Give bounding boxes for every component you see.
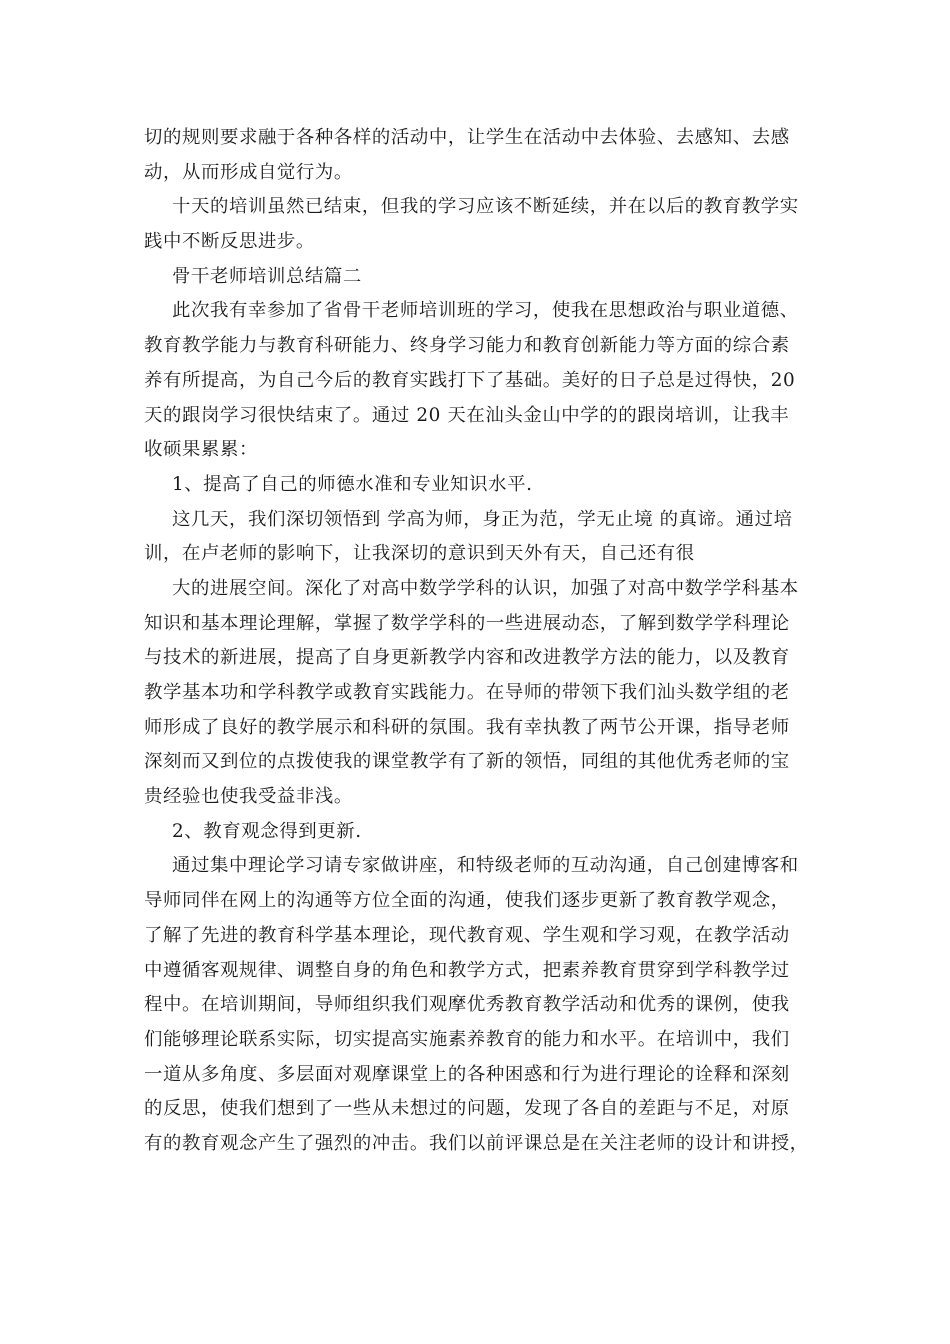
text-line: 与技术的新进展，提高了自身更新教学内容和改进教学方法的能力，以及教育	[144, 647, 790, 669]
text-line: 中遵循客观规律、调整自身的角色和教学方式，把素养教育贯穿到学科教学过	[144, 959, 790, 981]
text-line: 收硕果累累：	[144, 439, 258, 461]
text-line: 教学基本功和学科教学或教育实践能力。在导师的带领下我们汕头数学组的老	[144, 682, 790, 703]
text-line: 师形成了良好的教学展示和科研的氛围。我有幸执教了两节公开课，指导老师	[144, 716, 790, 738]
text-line: 的反思，使我们想到了一些从未想过的问题，发现了各自的差距与不足，对原	[144, 1098, 790, 1120]
text-line: 一道从多角度、多层面对观摩课堂上的各种困惑和行为进行理论的诠释和深刻	[144, 1063, 790, 1085]
text-line: 切的规则要求融于各种各样的活动中，让学生在活动中去体验、去感知、去感	[144, 127, 790, 148]
text-line: 大的进展空间。深化了对高中数学学科的认识，加强了对高中数学学科基本	[172, 577, 799, 599]
text-line: 们能够理论联系实际，切实提高实施素养教育的能力和水平。在培训中，我们	[144, 1028, 790, 1050]
text-line: 骨干老师培训总结篇二	[172, 265, 362, 287]
text-line: 践中不断反思进步。	[144, 231, 315, 253]
text-line: 贵经验也使我受益非浅。	[144, 786, 353, 808]
text-line: 此次我有幸参加了省骨干老师培训班的学习，使我在思想政治与职业道德、	[172, 300, 799, 322]
text-line: 深刻而又到位的点拨使我的课堂教学有了新的领悟，同组的其他优秀老师的宝	[144, 751, 790, 773]
text-line: 训，在卢老师的影响下，让我深切的意识到天外有天，自己还有很	[144, 543, 695, 565]
text-line: 养有所提高，为自己今后的教育实践打下了基础。美好的日子总是过得快，20	[144, 369, 796, 391]
text-line: 天的跟岗学习很快结束了。通过 20 天在汕头金山中学的的跟岗培训，让我丰	[144, 404, 790, 426]
text-line: 导师同伴在网上的沟通等方位全面的沟通，使我们逐步更新了教育教学观念，	[144, 890, 790, 912]
text-line: 教育教学能力与教育科研能力、终身学习能力和教育创新能力等方面的综合素	[144, 335, 790, 357]
text-line: 1、提高了自己的师德水准和专业知识水平.	[172, 473, 533, 495]
text-line: 知识和基本理论理解，掌握了数学学科的一些进展动态，了解到数学学科理论	[144, 612, 790, 634]
text-line: 了解了先进的教育科学基本理论，现代教育观、学生观和学习观，在教学活动	[144, 924, 790, 946]
text-line: 2、教育观念得到更新.	[172, 820, 362, 842]
text-line: 通过集中理论学习请专家做讲座，和特级老师的互动沟通，自己创建博客和	[172, 855, 799, 877]
text-line: 有的教育观念产生了强烈的冲击。我们以前评课总是在关注老师的设计和讲授，	[144, 1132, 809, 1154]
document-body	[144, 121, 809, 1162]
text-line: 动，从而形成自觉行为。	[144, 161, 353, 183]
text-line: 程中。在培训期间，导师组织我们观摩优秀教育教学活动和优秀的课例，使我	[144, 994, 790, 1016]
text-line: 十天的培训虽然已结束，但我的学习应该不断延续，并在以后的教育教学实	[172, 196, 799, 218]
text-line: 这几天，我们深切领悟到 学高为师，身正为范，学无止境 的真谛。通过培	[172, 508, 793, 530]
